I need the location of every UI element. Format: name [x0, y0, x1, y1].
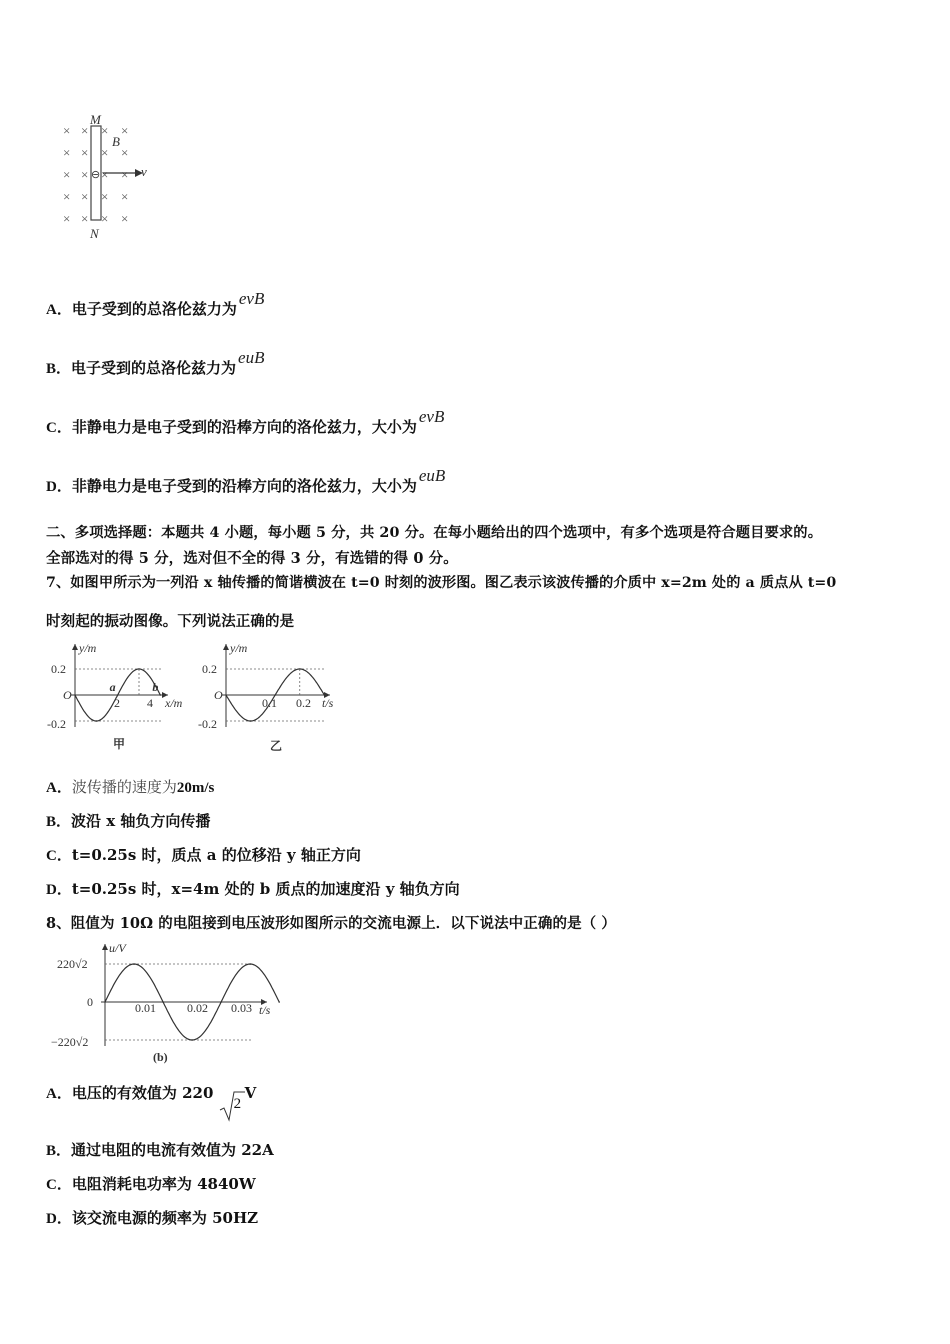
y-axis-arrow: [223, 644, 229, 650]
origin-label: O: [214, 688, 223, 702]
label-n: N: [90, 226, 99, 241]
field-cross: ×: [101, 123, 109, 138]
sqrt-symbol: 2: [219, 1084, 245, 1104]
y-tick-label: -0.2: [47, 717, 66, 731]
q6-option-a[interactable]: A．电子受到的总洛伦兹力为evB: [46, 289, 265, 318]
field-cross: ×: [101, 211, 109, 226]
y-axis-arrow: [72, 644, 78, 650]
label-v: v: [141, 164, 147, 179]
field-cross: ×: [121, 211, 129, 226]
x-tick-label: 0.1: [262, 696, 277, 710]
data-point: [96, 720, 98, 722]
y-axis-label: y/m: [79, 641, 97, 655]
q8-option-c[interactable]: C．电阻消耗电功率为 4840W: [46, 1175, 256, 1193]
q7-stem-line2: 时刻起的振动图像。下列说法正确的是: [46, 613, 295, 630]
data-point: [104, 1001, 106, 1003]
chart-title: 甲: [113, 737, 126, 751]
field-cross: ×: [121, 167, 129, 182]
field-cross: ×: [81, 211, 89, 226]
vibration-graph-yi: [200, 640, 360, 758]
q6-option-b[interactable]: B．电子受到的总洛伦兹力为euB: [46, 348, 265, 377]
q6-option-c[interactable]: C．非静电力是电子受到的沿棒方向的洛伦兹力，大小为evB: [46, 407, 445, 436]
field-cross: ×: [81, 167, 89, 182]
data-point: [74, 694, 76, 696]
y-axis-label: y/m: [230, 641, 248, 655]
label-m: M: [90, 112, 101, 127]
x-tick-label: 0.02: [187, 1001, 208, 1015]
rod-magnetic-field-figure: [55, 108, 165, 243]
field-cross: ×: [101, 167, 109, 182]
q8-option-b[interactable]: B．通过电阻的电流有效值为 22A: [46, 1141, 274, 1159]
section2-line1: 二、多项选择题：本题共 4 小题，每小题 5 分，共 20 分。在每小题给出的四个选项中，有多个选项是符合题目要求的。: [46, 525, 823, 541]
y-tick-label: 220√2: [57, 957, 88, 971]
x-tick-label: 0.03: [231, 1001, 252, 1015]
data-point: [225, 694, 227, 696]
label-b: B: [112, 134, 120, 149]
field-cross: ×: [121, 189, 129, 204]
data-point: [250, 720, 252, 722]
q6-option-d[interactable]: D．非静电力是电子受到的沿棒方向的洛伦兹力，大小为euB: [46, 466, 446, 495]
field-cross: ×: [101, 189, 109, 204]
x-tick-label: 2: [114, 696, 120, 710]
y-tick-label: −220√2: [51, 1035, 89, 1049]
x-tick-label: 4: [147, 696, 153, 710]
point-label-b: b: [152, 680, 159, 694]
field-cross: ×: [81, 145, 89, 160]
q7-stem-line1: 7、如图甲所示为一列沿 x 轴传播的简谐横波在 t=0 时刻的波形图。图乙表示该波传播的介质中 x=2m 处的 a 质点从 t=0: [46, 575, 837, 591]
chart-title: (b): [153, 1050, 168, 1064]
x-tick-label: 0.2: [296, 696, 311, 710]
ac-voltage-graph: [45, 938, 295, 1068]
y-axis-arrow: [102, 944, 108, 950]
point-label-a: a: [109, 680, 116, 694]
field-cross: ×: [81, 123, 89, 138]
y-tick-label: 0.2: [202, 662, 217, 676]
x-axis-label: x/m: [165, 696, 183, 710]
data-point: [220, 1001, 222, 1003]
x-axis-label: t/s: [259, 1003, 271, 1017]
field-cross: ×: [101, 145, 109, 160]
data-point: [160, 694, 162, 696]
field-cross: ×: [121, 123, 129, 138]
field-cross: ×: [121, 145, 129, 160]
q7-option-d[interactable]: D．t=0.25s 时，x=4m 处的 b 质点的加速度沿 y 轴负方向: [46, 880, 460, 898]
q7-option-a[interactable]: A．波传播的速度为20m/s: [46, 778, 215, 796]
chart-title: 乙: [270, 739, 283, 753]
q7-option-c[interactable]: C．t=0.25s 时，质点 a 的位移沿 y 轴正方向: [46, 846, 361, 864]
y-axis-label: u/V: [109, 941, 126, 955]
data-point: [191, 1039, 193, 1041]
q8-option-d[interactable]: D．该交流电源的频率为 50HZ: [46, 1209, 259, 1227]
y-tick-label: 0: [87, 995, 93, 1009]
x-axis-label: t/s: [322, 696, 334, 710]
field-cross: ×: [63, 123, 71, 138]
wave-graph-jia: [45, 640, 205, 758]
data-point: [133, 963, 135, 965]
y-tick-label: 0.2: [51, 662, 66, 676]
data-point: [162, 1001, 164, 1003]
field-cross: ×: [63, 189, 71, 204]
q8-stem: 8、阻值为 10Ω 的电阻接到电压波形如图所示的交流电源上．以下说法中正确的是（ ）: [46, 915, 617, 932]
q7-option-b[interactable]: B．波沿 x 轴负方向传播: [46, 812, 211, 830]
data-point: [249, 963, 251, 965]
data-point: [278, 1001, 280, 1003]
field-cross: ×: [63, 167, 71, 182]
section2-line2: 全部选对的得 5 分，选对但不全的得 3 分，有选错的得 0 分。: [46, 550, 458, 567]
q8-option-a[interactable]: A．电压的有效值为 220 2 V: [46, 1082, 256, 1104]
field-cross: ×: [81, 189, 89, 204]
field-cross: ×: [63, 145, 71, 160]
x-tick-label: 0.01: [135, 1001, 156, 1015]
origin-label: O: [63, 688, 72, 702]
field-cross: ×: [63, 211, 71, 226]
y-tick-label: -0.2: [198, 717, 217, 731]
electron-symbol: ⊖: [91, 169, 101, 181]
